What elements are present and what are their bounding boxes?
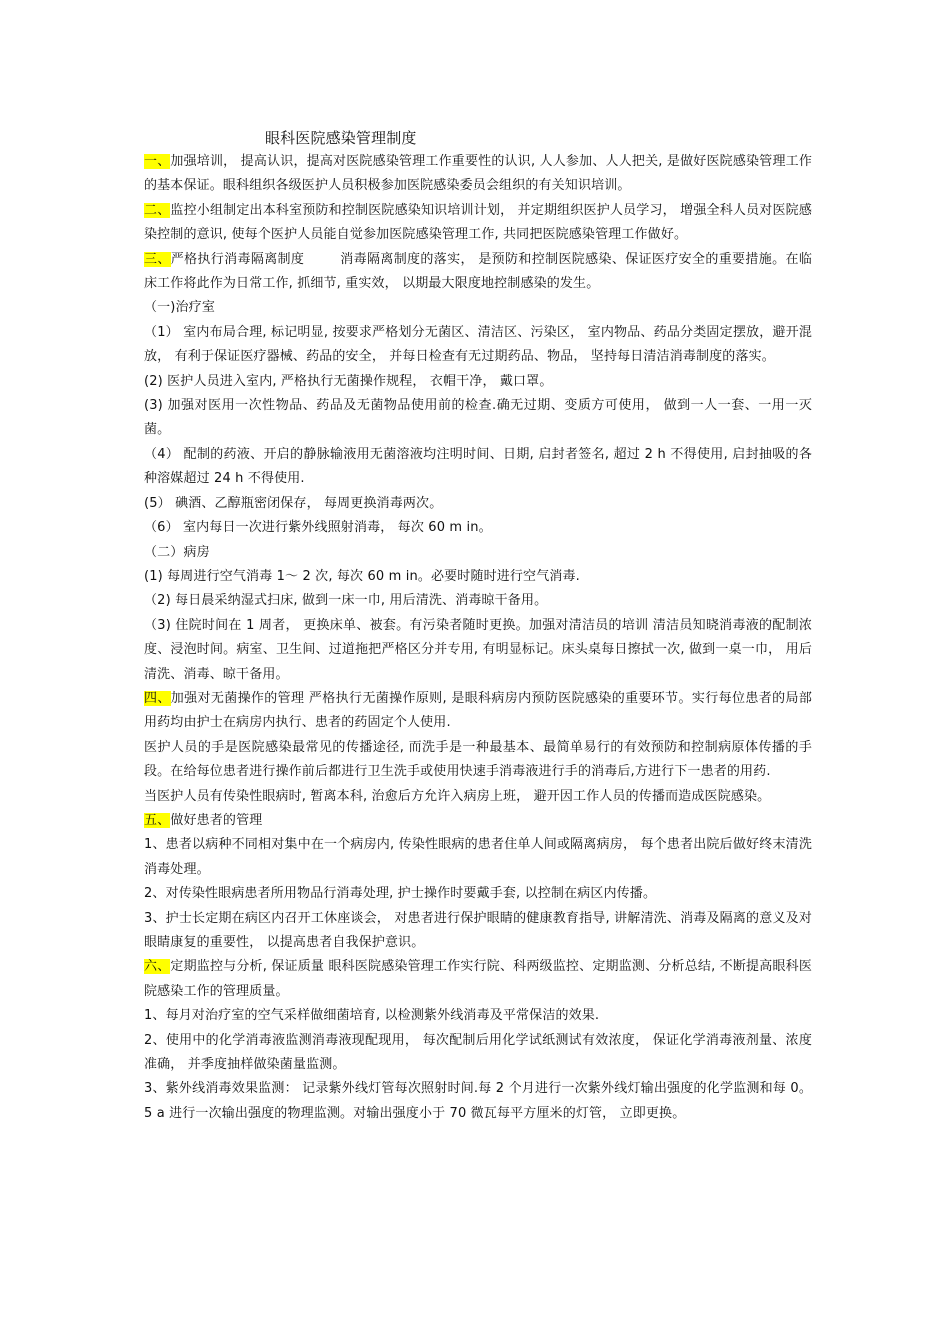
- subsection-ward: （二）病房: [144, 544, 210, 560]
- list-item: 3、紫外线消毒效果监测： 记录紫外线灯管每次照射时间.每 2 个月进行一次紫外线灯输出强度的化学监测和每 0。 5 a 进行一次输出强度的物理监测。对输出强度小于 70 微瓦每平方厘米的灯管， 立即更换。: [144, 1081, 812, 1121]
- paragraph-3: [144, 248, 812, 297]
- paragraph-text: 定期监控与分析, 保证质量 眼科医院感染管理工作实行院、科两级监控、定期监测、分析总结, 不断提高眼科医院感染工作的管理质量。: [144, 959, 812, 999]
- list-item: 3、护士长定期在病区内召开工休座谈会， 对患者进行保护眼睛的健康教育指导, 讲解清洗、消毒及隔离的意义及对眼睛康复的重要性， 以提高患者自我保护意识。: [144, 910, 812, 950]
- section-number: 三、: [144, 251, 171, 267]
- document-title: 眼科医院感染管理制度: [265, 129, 417, 147]
- paragraph-text: 监控小组制定出本科室预防和控制医院感染知识培训计划， 并定期组织医护人员学习， 增强全科人员对医院感染控制的意识, 使每个医护人员能自觉参加医院感染管理工作, 共同把医院感染管理工作做好。: [144, 202, 813, 243]
- list-item: 2、对传染性眼病患者所用物品行消毒处理, 护士操作时要戴手套, 以控制在病区内传播。: [144, 886, 657, 902]
- section-number: 二、: [144, 202, 171, 218]
- paragraph-2: [144, 199, 812, 248]
- paragraph-1: [144, 150, 812, 199]
- section-number: 五、: [144, 812, 171, 828]
- section-number: 四、: [144, 690, 171, 706]
- list-item: (2) 医护人员进入室内, 严格执行无菌操作规程， 衣帽干净， 戴口罩。: [144, 373, 553, 389]
- list-item: （1） 室内布局合理, 标记明显, 按要求严格划分无菌区、清洁区、污染区， 室内物品、药品分类固定摆放，避开混放， 有利于保证医疗器械、药品的安全， 并每日检查有无过期药品、物品， 坚持每日清洁消毒制度的落实。: [144, 324, 812, 365]
- paragraph-text: 做好患者的管理: [170, 812, 263, 828]
- paragraph-text: 医护人员的手是医院感染最常见的传播途径, 而洗手是一种最基本、最简单易行的有效预防和控制病原体传播的手段。在给每位患者进行操作前后都进行卫生洗手或使用快速手消毒液进行手的消毒后,方进行下一患者的用药.: [144, 739, 812, 780]
- list-item: (5） 碘酒、乙醇瓶密闭保存， 每周更换消毒两次。: [144, 495, 443, 511]
- section-number: 六、: [144, 959, 171, 975]
- list-item: （3) 住院时间在 1 周者， 更换床单、被套。有污染者随时更换。加强对清洁员的培训 清洁员知晓消毒液的配制浓度、浸泡时间。病室、卫生间、过道拖把严格区分并专用, 有明显标记。床头桌每日擦拭一次, 做到一桌一巾， 用后清洗、消毒、晾干备用。: [144, 617, 812, 682]
- list-item: (1) 每周进行空气消毒 1～ 2 次, 每次 60 m in。必要时随时进行空气消毒.: [144, 568, 580, 584]
- list-item: （2) 每日晨采纳湿式扫床, 做到一床一巾, 用后清洗、消毒晾干备用。: [144, 593, 548, 609]
- paragraph-6: [144, 955, 812, 1004]
- paragraph-text: 加强对无菌操作的管理 严格执行无菌操作原则, 是眼科病房内预防医院感染的重要环节。实行每位患者的局部用药均由护士在病房内执行、患者的药固定个人使用.: [144, 690, 812, 731]
- list-item: （4） 配制的药液、开启的静脉输液用无菌溶液均注明时间、日期, 启封者签名, 超过 2 h 不得使用, 启封抽吸的各种溶媒超过 24 h 不得使用.: [144, 446, 812, 487]
- paragraph-text: 加强培训， 提高认识，提高对医院感染管理工作重要性的认识, 人人参加、人人把关, 是做好医院感染管理工作的基本保证。眼科组织各级医护人员积极参加医院感染委员会组织的有关知识培训。: [144, 154, 812, 194]
- list-item: (3) 加强对医用一次性物品、药品及无菌物品使用前的检查.确无过期、变质方可使用， 做到一人一套、一用一灭菌。: [144, 398, 812, 438]
- paragraph-text: 当医护人员有传染性眼病时, 暂离本科, 治愈后方允许入病房上班， 避开因工作人员的传播而造成医院感染。: [144, 788, 771, 804]
- list-item: 2、使用中的化学消毒液监测消毒液现配现用， 每次配制后用化学试纸测试有效浓度， 保证化学消毒液剂量、浓度准确， 并季度抽样做染菌量监测。: [144, 1032, 812, 1073]
- list-item: 1、每月对治疗室的空气采样做细菌培育, 以检测紫外线消毒及平常保洁的效果.: [144, 1008, 600, 1024]
- paragraph-text: 消毒隔离制度的落实， 是预防和控制医院感染、保证医疗安全的重要措施。在临床工作将此作为日常工作, 抓细节, 重实效， 以期最大限度地控制感染的发生。: [144, 251, 812, 292]
- document-body: [144, 126, 812, 1126]
- list-item: 1、患者以病种不同相对集中在一个病房内, 传染性眼病的患者住单人间或隔离病房， 每个患者出院后做好终末清洗消毒处理。: [144, 837, 812, 877]
- subsection-treatment-room: （一)治疗室: [144, 300, 215, 316]
- paragraph-5: [144, 809, 812, 833]
- list-item: （6） 室内每日一次进行紫外线照射消毒， 每次 60 m in。: [144, 520, 492, 536]
- section-number: 一、: [144, 154, 171, 169]
- section-heading: 严格执行消毒隔离制度: [170, 251, 305, 267]
- paragraph-4: [144, 687, 812, 736]
